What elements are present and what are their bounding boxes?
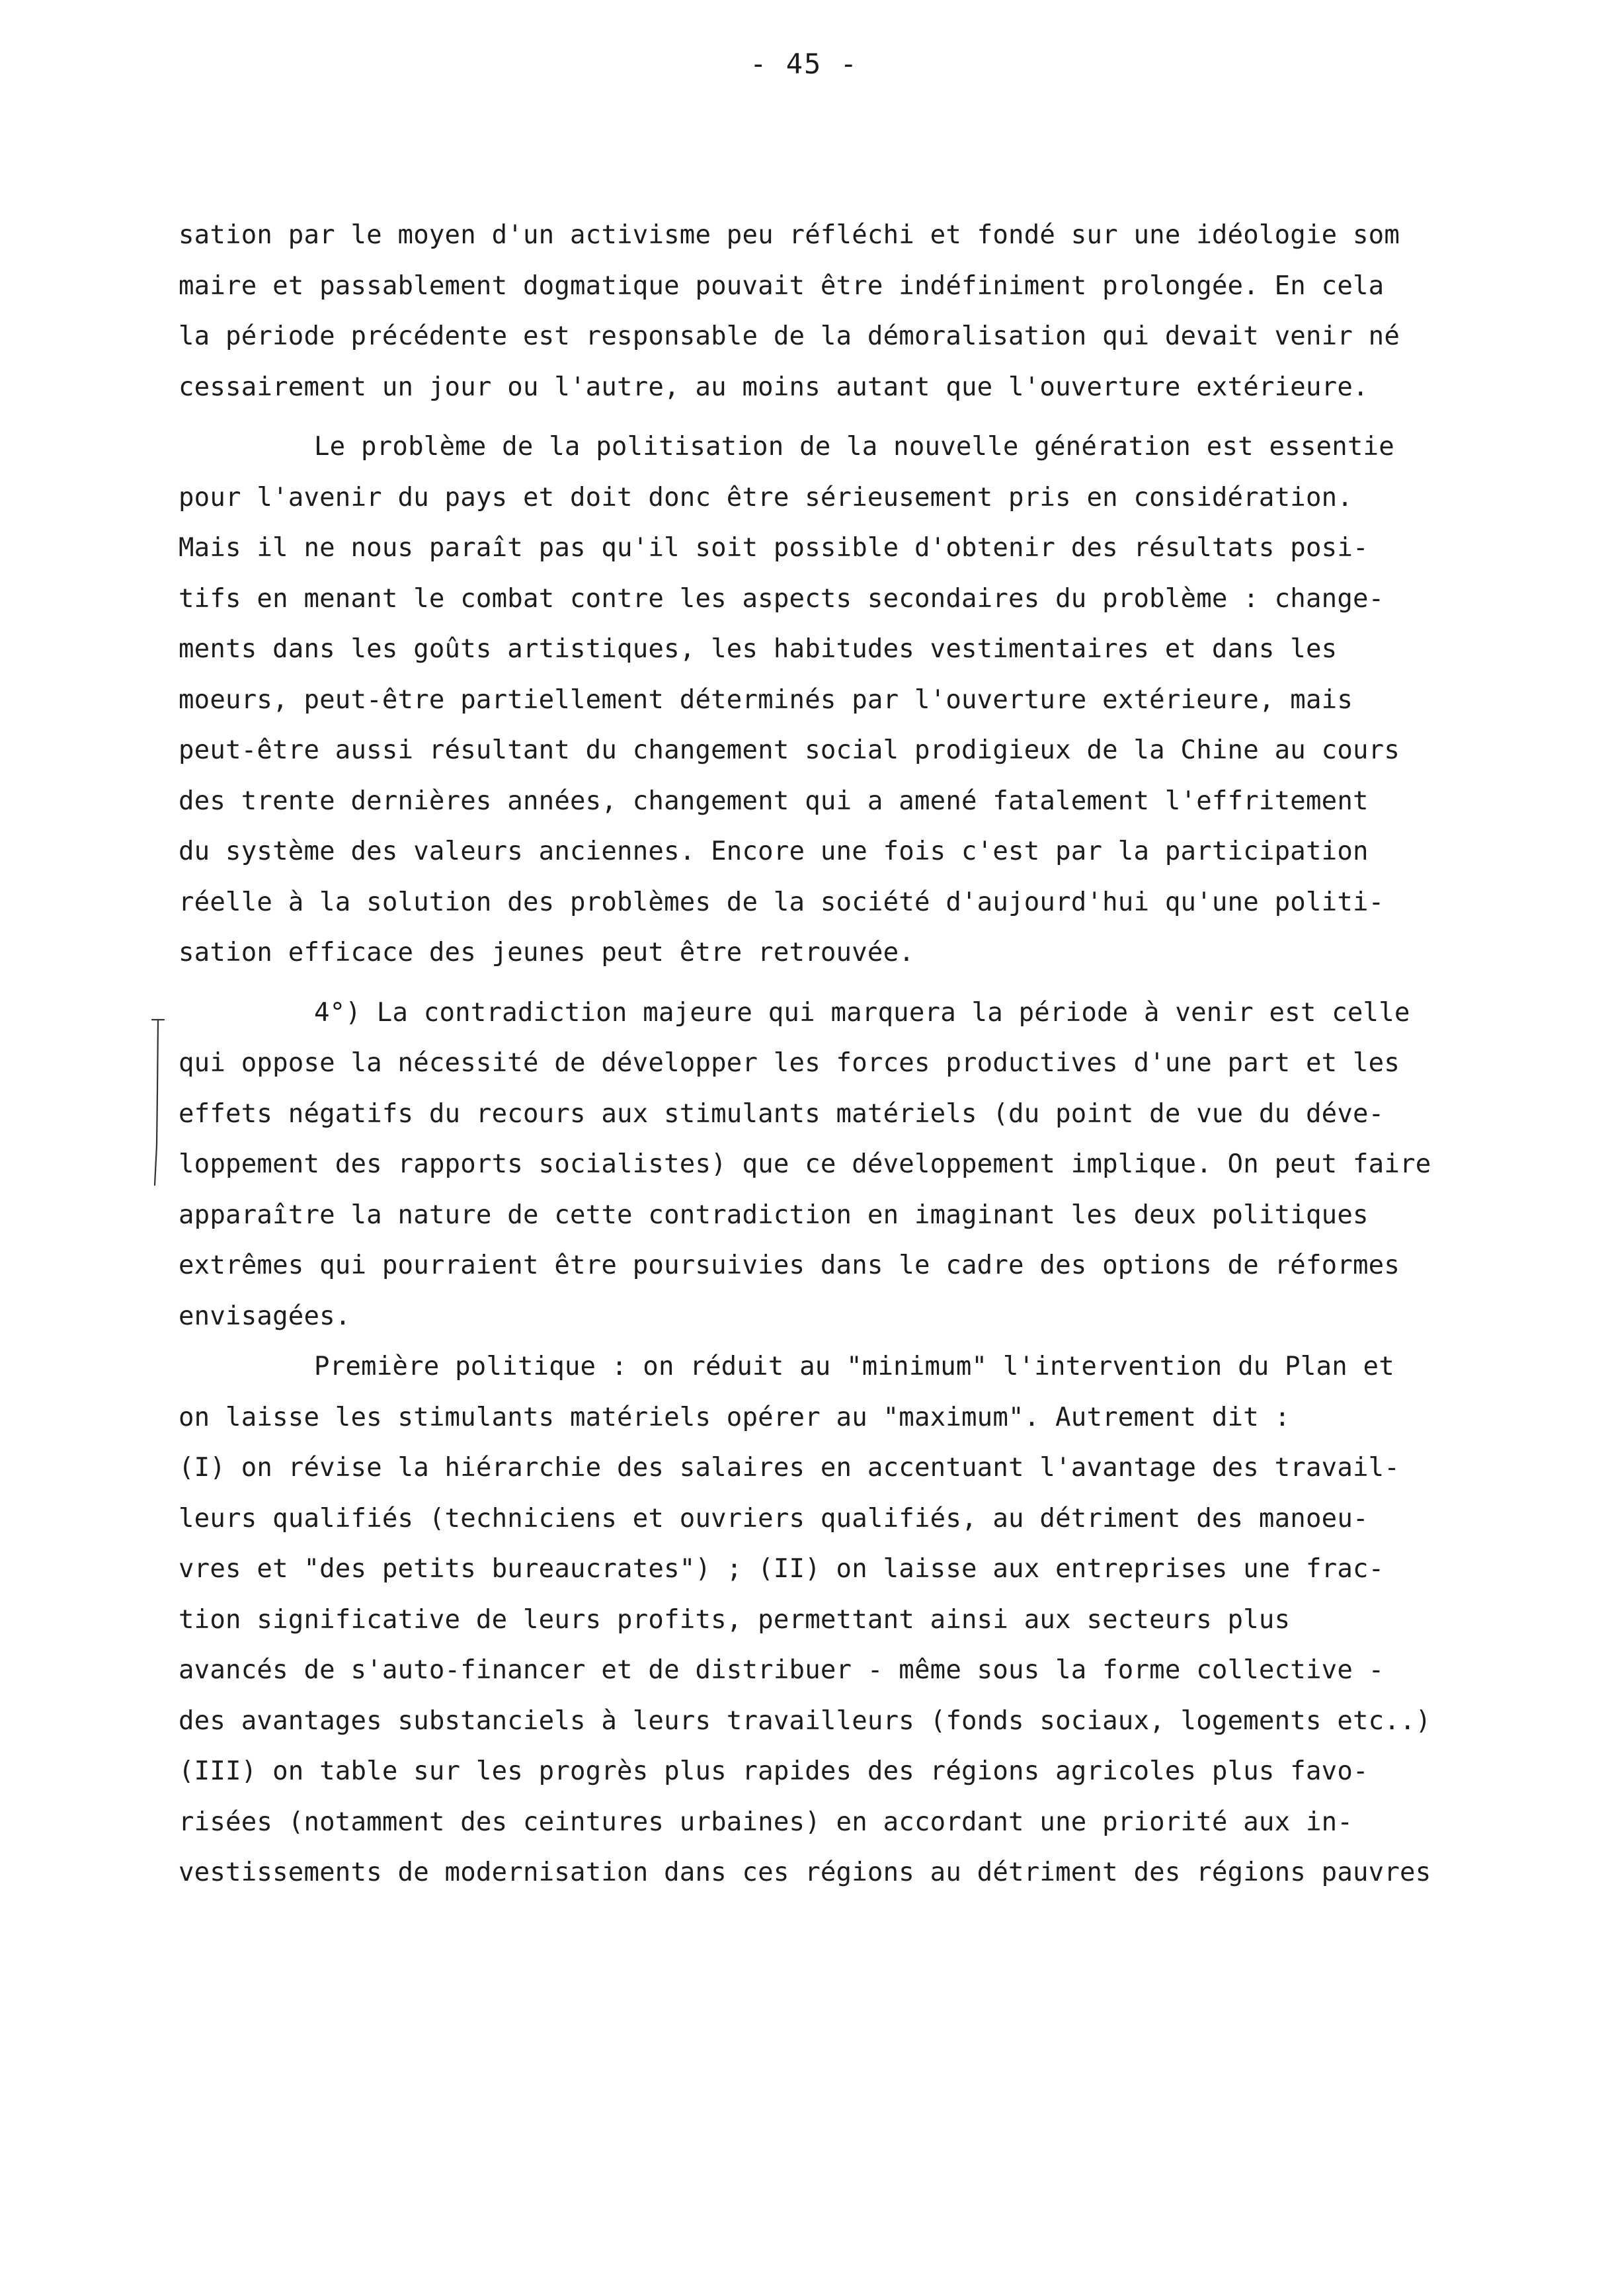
text-line: sation efficace des jeunes peut être retrouvée.: [179, 938, 914, 967]
text-line: vestissements de modernisation dans ces régions au détriment des régions pauvres: [179, 1858, 1431, 1887]
text-line: Le problème de la politisation de la nouvelle génération est essentie: [314, 432, 1394, 462]
text-line: maire et passablement dogmatique pouvait être indéfiniment prolongée. En cela: [179, 270, 1385, 301]
text-line: moeurs, peut-être partiellement déterminés par l'ouverture extérieure, mais: [179, 684, 1353, 715]
text-line: envisagées.: [179, 1301, 351, 1331]
text-line: vres et "des petits bureaucrates") ; (II) on laisse aux entreprises une frac-: [179, 1554, 1385, 1584]
text-line: la période précédente est responsable de la démoralisation qui devait venir né: [179, 321, 1400, 351]
text-line: Mais il ne nous paraît pas qu'il soit possible d'obtenir des résultats posi-: [179, 533, 1369, 563]
text-line: avancés de s'auto-financer et de distribuer - même sous la forme collective -: [179, 1655, 1385, 1685]
text-line: effets négatifs du recours aux stimulants matériels (du point de vue du déve-: [179, 1098, 1385, 1129]
body-text: [179, 210, 1488, 1899]
text-line: 4°) La contradiction majeure qui marquera la période à venir est celle: [314, 997, 1410, 1028]
paragraph: [179, 422, 1488, 979]
text-line: tifs en menant le combat contre les aspects secondaires du problème : change-: [179, 583, 1385, 614]
text-line: apparaître la nature de cette contradiction en imaginant les deux politiques: [179, 1200, 1369, 1230]
text-line: extrêmes qui pourraient être poursuivies dans le cadre des options de réformes: [179, 1250, 1400, 1280]
text-line: (III) on table sur les progrès plus rapides des régions agricoles plus favo-: [179, 1756, 1369, 1786]
margin-annotation-mark: [151, 1013, 165, 1211]
text-line: risées (notamment des ceintures urbaines) en accordant une priorité aux in-: [179, 1807, 1353, 1837]
paragraph: [179, 988, 1488, 1342]
paragraph: [179, 1342, 1488, 1899]
text-line: qui oppose la nécessité de développer les forces productives d'une part et les: [179, 1048, 1400, 1078]
text-line: ments dans les goûts artistiques, les habitudes vestimentaires et dans les: [179, 634, 1338, 664]
paragraph: [179, 210, 1488, 413]
page-number: - 45 -: [750, 48, 858, 80]
text-line: réelle à la solution des problèmes de la société d'aujourd'hui qu'une politi-: [179, 887, 1385, 917]
text-line: Première politique : on réduit au "minimum" l'intervention du Plan et: [314, 1352, 1394, 1381]
text-line: peut-être aussi résultant du changement social prodigieux de la Chine au cours: [179, 735, 1400, 765]
text-line: des avantages substanciels à leurs travailleurs (fonds sociaux, logements etc..): [179, 1705, 1431, 1736]
text-line: leurs qualifiés (techniciens et ouvriers qualifiés, au détriment des manoeu-: [179, 1503, 1369, 1534]
text-line: (I) on révise la hiérarchie des salaires en accentuant l'avantage des travail-: [179, 1453, 1400, 1483]
text-line: des trente dernières années, changement qui a amené fatalement l'effritement: [179, 786, 1369, 816]
text-line: cessairement un jour ou l'autre, au moins autant que l'ouverture extérieure.: [179, 372, 1369, 402]
text-line: pour l'avenir du pays et doit donc être sérieusement pris en considération.: [179, 482, 1353, 512]
text-line: du système des valeurs anciennes. Encore une fois c'est par la participation: [179, 837, 1369, 866]
text-line: on laisse les stimulants matériels opérer au "maximum". Autrement dit :: [179, 1402, 1291, 1432]
paragraph-spacer: [179, 413, 1488, 422]
text-line: tion significative de leurs profits, permettant ainsi aux secteurs plus: [179, 1604, 1291, 1635]
paragraph-spacer: [179, 979, 1488, 988]
text-line: loppement des rapports socialistes) que ce développement implique. On peut faire: [179, 1149, 1431, 1179]
text-line: sation par le moyen d'un activisme peu réfléchi et fondé sur une idéologie som: [179, 220, 1400, 250]
